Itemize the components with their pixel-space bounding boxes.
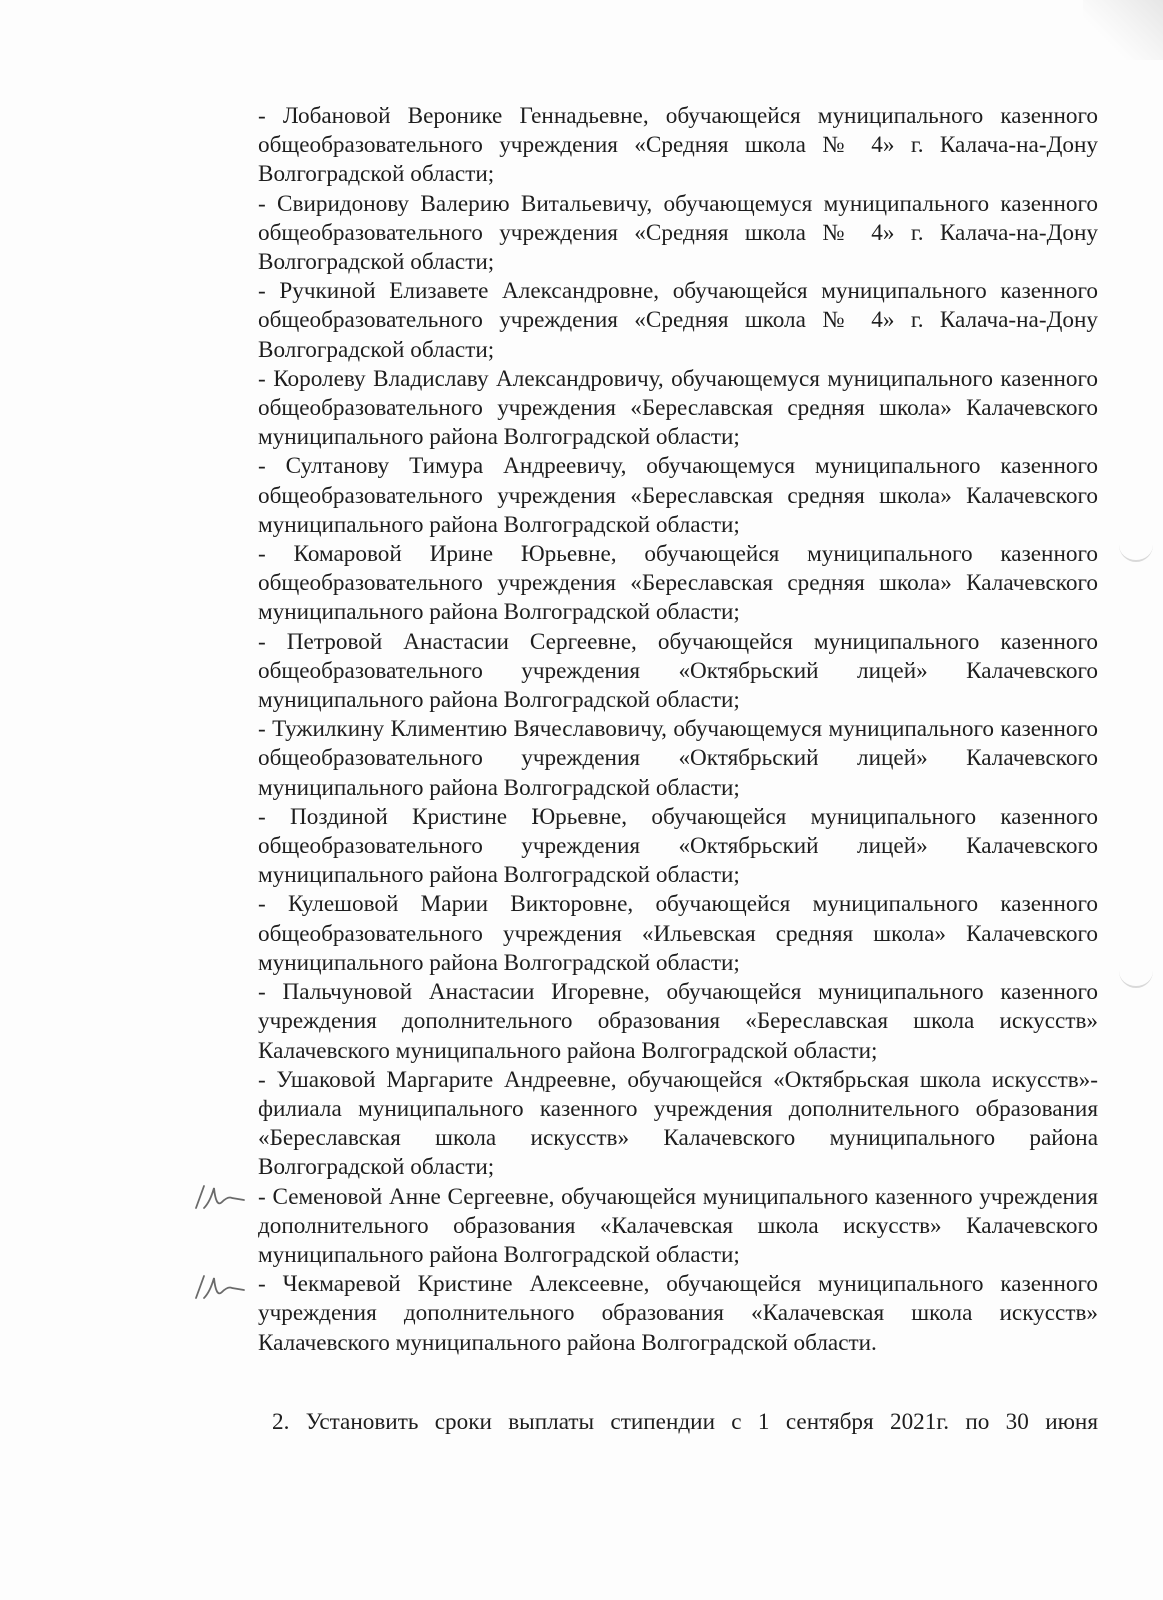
recipients-list [258, 102, 1098, 1358]
punch-hole-mark [1119, 542, 1153, 562]
list-item: - Свиридонову Валерию Витальевичу, обучающемуся муниципального казенного общеобразовательного учреждения «Средняя школа № 4» г. Калача-на-Дону Волгоградской области; [258, 190, 1098, 276]
list-item: - Чекмаревой Кристине Алексеевне, обучающейся муниципального казенного учреждения дополнительного образования «Калачевская школа искусств» Калачевского муниципального района Волгоградской области. [258, 1271, 1098, 1356]
list-item: - Семеновой Анне Сергеевне, обучающейся муниципального казенного учреждения дополнительного образования «Калачевская школа искусств» Калачевского муниципального района Волгоградской области; [258, 1183, 1098, 1268]
list-item: - Комаровой Ирине Юрьевне, обучающейся муниципального казенного общеобразовательного учреждения «Береславская средняя школа» Калачевского муниципального района Волгоградской области; [258, 541, 1098, 626]
list-item: - Тужилкину Климентию Вячеславовичу, обучающемуся муниципального казенного общеобразовательного учреждения «Октябрьский лицей» Калачевского муниципального района Волгоградской области; [258, 716, 1098, 801]
list-item: - Пальчуновой Анастасии Игоревне, обучающейся муниципального казенного учреждения дополнительного образования «Береславская школа искусств» Калачевского муниципального района Волгоградской области; [258, 979, 1098, 1064]
list-item: - Поздиной Кристине Юрьевне, обучающейся муниципального казенного общеобразовательного учреждения «Октябрьский лицей» Калачевского муниципального района Волгоградской области; [258, 803, 1098, 889]
handwritten-mark-icon [190, 1268, 246, 1308]
list-item: - Султанову Тимура Андреевичу, обучающемуся муниципального казенного общеобразовательного учреждения «Береславская средняя школа» Калачевского муниципального района Волгоградской области; [258, 453, 1098, 538]
list-item: - Королеву Владиславу Александровичу, обучающемуся муниципального казенного общеобразовательного учреждения «Береславская средняя школа» Калачевского муниципального района Волгоградской области; [258, 365, 1098, 451]
list-item: - Кулешовой Марии Викторовне, обучающейся муниципального казенного общеобразовательного учреждения «Ильевская средняя школа» Калачевского муниципального района Волгоградской области; [258, 891, 1098, 976]
list-item: - Петровой Анастасии Сергеевне, обучающейся муниципального казенного общеобразовательного учреждения «Октябрьский лицей» Калачевского муниципального района Волгоградской области; [258, 628, 1098, 714]
punch-hole-mark [1119, 968, 1153, 988]
page-corner-fold [1083, 0, 1163, 60]
list-item: - Ушаковой Маргарите Андреевне, обучающейся «Октябрьская школа искусств»- филиала муниципального казенного учреждения дополнительного образования «Береславская школа искусств» Калачевского муниципального района Волгоградской области; [258, 1066, 1098, 1181]
decree-point-2: 2. Установить сроки выплаты стипендии с 1 сентября 2021г. по 30 июня [272, 1409, 1098, 1435]
list-item: - Ручкиной Елизавете Александровне, обучающейся муниципального казенного общеобразовательного учреждения «Средняя школа № 4» г. Калача-на-Дону Волгоградской области; [258, 278, 1098, 363]
list-item: - Лобановой Веронике Геннадьевне, обучающейся муниципального казенного общеобразовательного учреждения «Средняя школа № 4» г. Калача-на-Дону Волгоградской области; [258, 103, 1098, 188]
handwritten-mark-icon [190, 1178, 246, 1218]
